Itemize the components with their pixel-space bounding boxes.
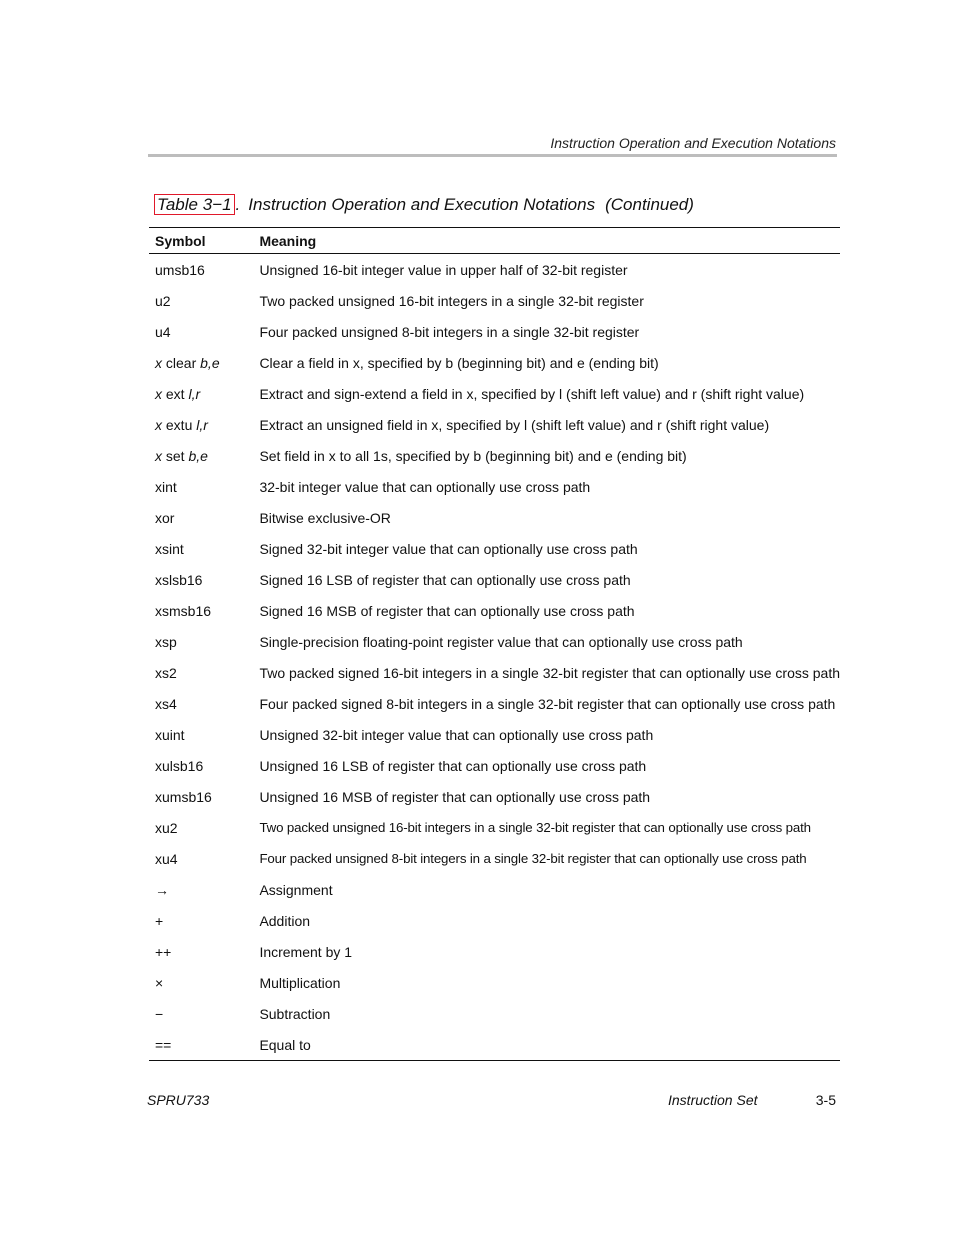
table-row: [149, 564, 840, 595]
table-row: [149, 1029, 840, 1061]
meaning-cell: 32-bit integer value that can optionally use cross path: [259, 478, 591, 495]
table-row: [149, 905, 840, 936]
symbol-operand: x: [155, 354, 162, 371]
symbol-operator: extu: [165, 416, 193, 433]
meaning-cell: Addition: [259, 912, 311, 929]
table-row: [149, 471, 840, 502]
symbol-cell: xslsb16: [155, 571, 203, 588]
symbol-cell: −: [155, 1005, 164, 1022]
meaning-cell: Equal to: [253, 1029, 840, 1061]
symbol-cell: xsp: [155, 633, 177, 650]
symbol-cell: [149, 347, 253, 378]
symbol-cell: xsint: [155, 540, 184, 557]
symbol-cell: u2: [155, 292, 171, 309]
header-rule: [148, 154, 837, 157]
table-row: [149, 626, 840, 657]
symbol-cell: [149, 409, 253, 440]
table-row: [149, 316, 840, 347]
notations-table: [149, 227, 840, 1061]
table-row: [149, 378, 840, 409]
symbol-cell: xuint: [155, 726, 185, 743]
meaning-column-header: Meaning: [253, 228, 840, 254]
meaning-cell: Four packed unsigned 8-bit integers in a single 32-bit register that can optionally use cross path: [259, 851, 807, 866]
symbol-operand: x: [155, 416, 162, 433]
symbol-cell: xumsb16: [155, 788, 212, 805]
meaning-cell: Signed 16 MSB of register that can optionally use cross path: [259, 602, 635, 619]
meaning-cell: Single-precision floating-point register value that can optionally use cross path: [259, 633, 743, 650]
table-row: [149, 967, 840, 998]
symbol-cell: [149, 440, 253, 471]
table-row: [149, 533, 840, 564]
table-row: [149, 719, 840, 750]
meaning-cell: Unsigned 16 LSB of register that can optionally use cross path: [259, 757, 647, 774]
table-row: [149, 781, 840, 812]
symbol-cell: [149, 378, 253, 409]
table-row: [149, 657, 840, 688]
symbol-args: b,e: [200, 354, 220, 371]
table-row: [149, 812, 840, 843]
table-continued-label: (Continued): [605, 195, 694, 214]
meaning-cell: Unsigned 16 MSB of register that can optionally use cross path: [259, 788, 651, 805]
meaning-cell: Bitwise exclusive-OR: [259, 509, 391, 526]
symbol-cell: xs2: [155, 664, 177, 681]
meaning-cell: Signed 32-bit integer value that can optionally use cross path: [259, 540, 638, 557]
symbol-cell: +: [155, 912, 164, 929]
meaning-cell: Signed 16 LSB of register that can optionally use cross path: [259, 571, 631, 588]
meaning-cell: Two packed unsigned 16-bit integers in a single 32-bit register: [259, 292, 644, 309]
meaning-cell: Four packed unsigned 8-bit integers in a single 32-bit register: [259, 323, 640, 340]
meaning-cell: Two packed unsigned 16-bit integers in a single 32-bit register that can optionally use cross path: [259, 820, 811, 835]
symbol-operator: ext: [165, 385, 185, 402]
table-row: [149, 440, 840, 471]
table-row: [149, 843, 840, 874]
symbol-cell: xu4: [155, 850, 178, 867]
footer-page-number: 3-5: [815, 1092, 836, 1108]
symbol-cell: →: [155, 881, 169, 898]
symbol-cell: u4: [155, 323, 171, 340]
table-header-row: [149, 228, 840, 254]
meaning-cell: Four packed signed 8-bit integers in a single 32-bit register that can optionally use cross path: [259, 695, 836, 712]
footer-document-id: SPRU733: [147, 1092, 210, 1108]
table-row: [149, 347, 840, 378]
meaning-cell: Multiplication: [259, 974, 341, 991]
symbol-operator: set: [165, 447, 185, 464]
symbol-cell: xor: [155, 509, 175, 526]
symbol-cell: ++: [155, 943, 172, 960]
table-row: [149, 874, 840, 905]
symbol-cell: xs4: [155, 695, 177, 712]
table-row: [149, 998, 840, 1029]
meaning-cell: Unsigned 32-bit integer value that can optionally use cross path: [259, 726, 654, 743]
symbol-cell: ×: [155, 974, 164, 991]
meaning-cell: Extract an unsigned field in x, specified by l (shift left value) and r (shift right value): [259, 416, 770, 433]
symbol-cell: umsb16: [155, 261, 205, 278]
symbol-args: l,r: [188, 385, 201, 402]
symbol-cell: xu2: [155, 819, 178, 836]
symbol-cell: xulsb16: [155, 757, 204, 774]
symbol-operand: x: [155, 385, 162, 402]
running-header: Instruction Operation and Execution Notations: [550, 135, 836, 151]
symbol-cell: xsmsb16: [155, 602, 212, 619]
meaning-cell: Two packed signed 16-bit integers in a single 32-bit register that can optionally use cross path: [259, 664, 840, 681]
meaning-cell: Extract and sign-extend a field in x, specified by l (shift left value) and r (shift right value): [259, 385, 805, 402]
meaning-cell: Set field in x to all 1s, specified by b (beginning bit) and e (ending bit): [259, 447, 687, 464]
caption-separator: .: [235, 195, 241, 214]
symbol-operand: x: [155, 447, 162, 464]
meaning-cell: Clear a field in x, specified by b (beginning bit) and e (ending bit): [259, 354, 659, 371]
symbol-args: l,r: [196, 416, 208, 433]
table-row: [149, 285, 840, 316]
table-row: [149, 750, 840, 781]
symbol-operator: clear: [165, 354, 197, 371]
meaning-cell: Increment by 1: [259, 943, 353, 960]
meaning-cell: Unsigned 16-bit integer value in upper half of 32-bit register: [259, 261, 628, 278]
table-row: [149, 936, 840, 967]
table-row: [149, 502, 840, 533]
symbol-cell: xint: [155, 478, 177, 495]
symbol-args: b,e: [188, 447, 208, 464]
table-caption: [154, 195, 694, 215]
table-row: [149, 688, 840, 719]
table-row: [149, 409, 840, 440]
symbol-cell: ==: [149, 1029, 253, 1061]
symbol-column-header: Symbol: [149, 228, 253, 254]
meaning-cell: Subtraction: [259, 1005, 331, 1022]
footer-section-title: Instruction Set: [668, 1092, 758, 1108]
table-reference-link[interactable]: Table 3−1: [154, 194, 235, 215]
meaning-cell: Assignment: [259, 881, 333, 898]
table-title: Instruction Operation and Execution Notations: [248, 195, 596, 214]
table-row: [149, 595, 840, 626]
table-row: [149, 254, 840, 286]
